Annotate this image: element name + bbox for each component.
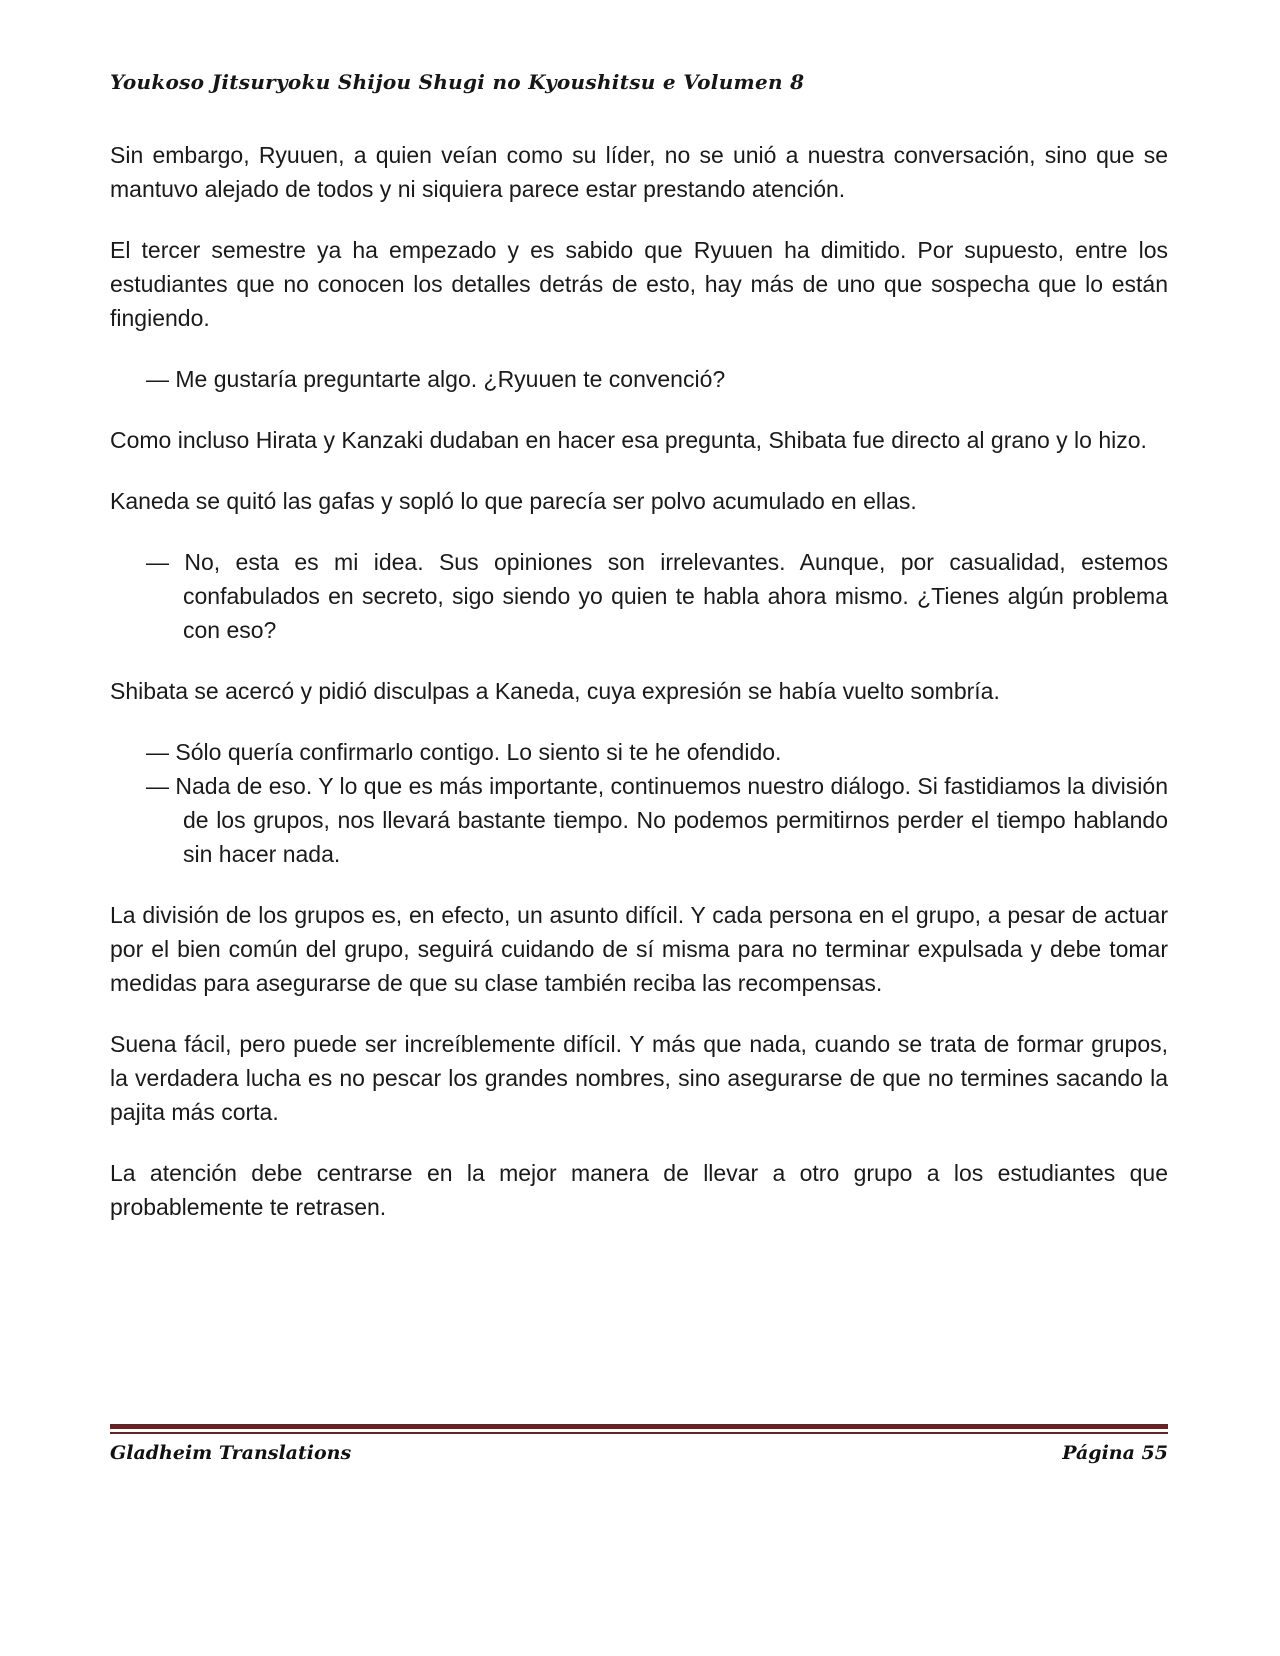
footer-divider-rule — [110, 1424, 1168, 1434]
dialogue-line: — Me gustaría preguntarte algo. ¿Ryuuen te convenció? — [146, 366, 726, 392]
page-header-title: Youkoso Jitsuryoku Shijou Shugi no Kyoushitsu e Volumen 8 — [110, 70, 805, 94]
dialogue-line: — Nada de eso. Y lo que es más importante, continuemos nuestro diálogo. Si fastidiamos la división de los grupos, nos llevará bastante tiempo. No podemos permitirnos perder el tiempo hablando sin hacer nada. — [146, 773, 1168, 867]
paragraph: Sin embargo, Ryuuen, a quien veían como su líder, no se unió a nuestra conversación, sino que se mantuvo alejado de todos y ni siquiera parece estar prestando atención. — [110, 142, 1168, 202]
footer-translator-credit: Gladheim Translations — [110, 1442, 352, 1464]
paragraph: La atención debe centrarse en la mejor manera de llevar a otro grupo a los estudiantes que probablemente te retrasen. — [110, 1160, 1168, 1220]
paragraph: La división de los grupos es, en efecto, un asunto difícil. Y cada persona en el grupo, a pesar de actuar por el bien común del grupo, seguirá cuidando de sí misma para no terminar expulsada y debe tomar medidas para asegurarse de que su clase también reciba las recompensas. — [110, 902, 1168, 996]
dialogue-line: — No, esta es mi idea. Sus opiniones son irrelevantes. Aunque, por casualidad, estemos confabulados en secreto, sigo siendo yo quien te habla ahora mismo. ¿Tienes algún problema con eso? — [146, 549, 1168, 643]
paragraph: Shibata se acercó y pidió disculpas a Kaneda, cuya expresión se había vuelto sombría. — [110, 678, 1000, 704]
footer-page-number: Página 55 — [1062, 1442, 1168, 1464]
paragraph: El tercer semestre ya ha empezado y es sabido que Ryuuen ha dimitido. Por supuesto, entre los estudiantes que no conocen los detalles detrás de esto, hay más de uno que sospecha que lo están fingiendo. — [110, 237, 1168, 331]
page-footer — [110, 1442, 1168, 1464]
paragraph: Kaneda se quitó las gafas y sopló lo que parecía ser polvo acumulado en ellas. — [110, 488, 917, 514]
page-body — [110, 138, 1168, 1251]
paragraph: Suena fácil, pero puede ser increíblemente difícil. Y más que nada, cuando se trata de formar grupos, la verdadera lucha es no pescar los grandes nombres, sino asegurarse de que no termines sacando la pajita más corta. — [110, 1031, 1168, 1125]
paragraph: Como incluso Hirata y Kanzaki dudaban en hacer esa pregunta, Shibata fue directo al grano y lo hizo. — [110, 427, 1147, 453]
dialogue-line: — Sólo quería confirmarlo contigo. Lo siento si te he ofendido. — [146, 739, 782, 765]
